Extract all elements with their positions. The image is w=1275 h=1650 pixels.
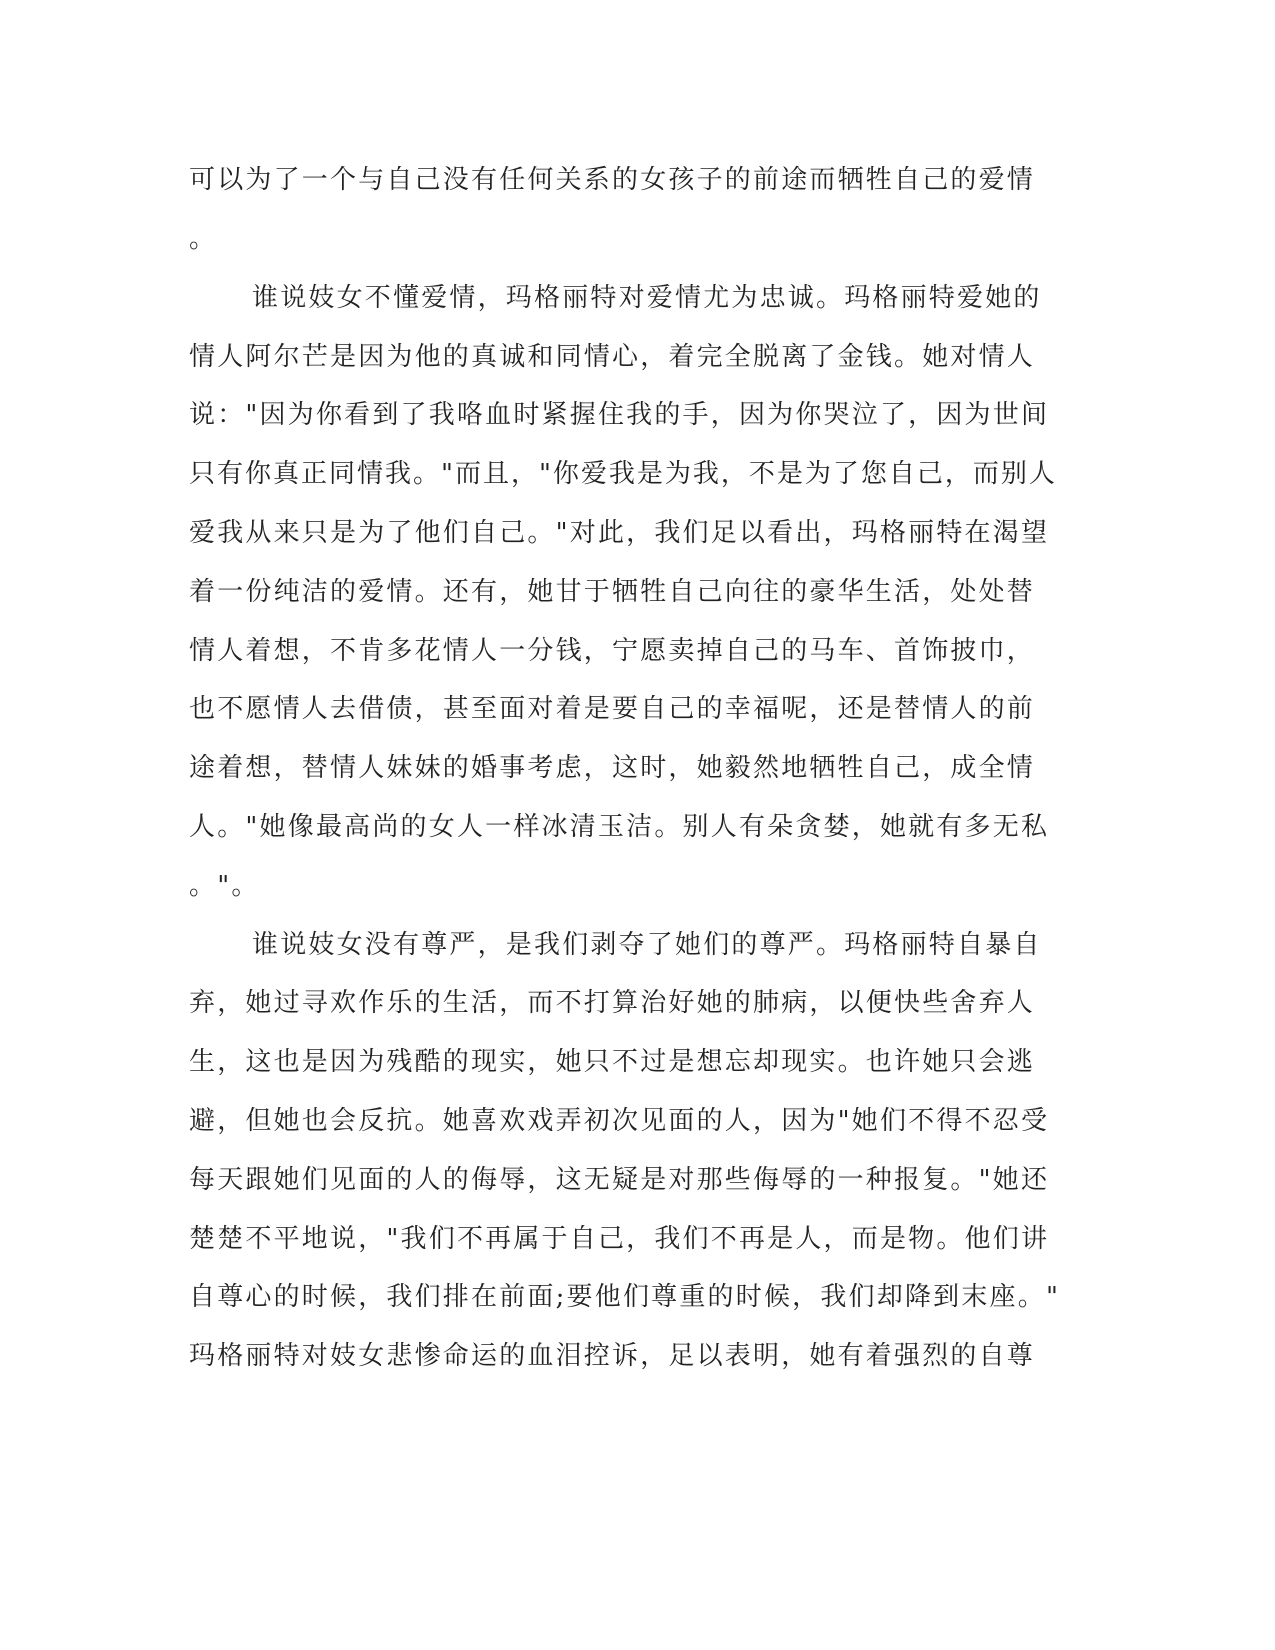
text-line: 着一份纯洁的爱情。还有，她甘于牺牲自己向往的豪华生活，处处替 — [189, 577, 1036, 607]
text-line: 说："因为你看到了我咯血时紧握住我的手，因为你哭泣了，因为世间 — [189, 400, 1050, 430]
paragraph-first-line: 谁说妓女没有尊严，是我们剥夺了她们的尊严。玛格丽特自暴自 — [252, 930, 1042, 960]
text-line: 每天跟她们见面的人的侮辱，这无疑是对那些侮辱的一种报复。"她还 — [189, 1165, 1050, 1195]
text-line: 。"。 — [189, 871, 260, 901]
text-line: 情人阿尔芒是因为他的真诚和同情心，着完全脱离了金钱。她对情人 — [189, 342, 1036, 372]
text-line: 人。"她像最高尚的女人一样冰清玉洁。别人有朵贪婪，她就有多无私 — [189, 812, 1050, 842]
text-line: 途着想，替情人妹妹的婚事考虑，这时，她毅然地牺牲自己，成全情 — [189, 753, 1036, 783]
text-line: 玛格丽特对妓女悲惨命运的血泪控诉，足以表明，她有着强烈的自尊 — [189, 1341, 1036, 1371]
text-line: 情人着想，不肯多花情人一分钱，宁愿卖掉自己的马车、首饰披巾， — [189, 636, 1036, 666]
text-line: 生，这也是因为残酷的现实，她只不过是想忘却现实。也许她只会逃 — [189, 1047, 1036, 1077]
text-line: 。 — [189, 224, 218, 254]
text-line: 避，但她也会反抗。她喜欢戏弄初次见面的人，因为"她们不得不忍受 — [189, 1106, 1050, 1136]
text-line: 自尊心的时候，我们排在前面;要他们尊重的时候，我们却降到末座。" — [189, 1282, 1061, 1312]
text-line: 爱我从来只是为了他们自己。"对此，我们足以看出，玛格丽特在渴望 — [189, 518, 1050, 548]
paragraph-first-line: 谁说妓女不懂爱情，玛格丽特对爱情尤为忠诚。玛格丽特爱她的 — [252, 283, 1042, 313]
text-line: 弃，她过寻欢作乐的生活，而不打算治好她的肺病，以便快些舍弃人 — [189, 988, 1036, 1018]
text-line: 也不愿情人去借债，甚至面对着是要自己的幸福呢，还是替情人的前 — [189, 694, 1036, 724]
text-line: 只有你真正同情我。"而且，"你爱我是为我，不是为了您自己，而别人 — [189, 459, 1057, 489]
text-line: 可以为了一个与自己没有任何关系的女孩子的前途而牺牲自己的爱情 — [189, 165, 1036, 195]
text-line: 楚楚不平地说，"我们不再属于自己，我们不再是人，而是物。他们讲 — [189, 1224, 1050, 1254]
